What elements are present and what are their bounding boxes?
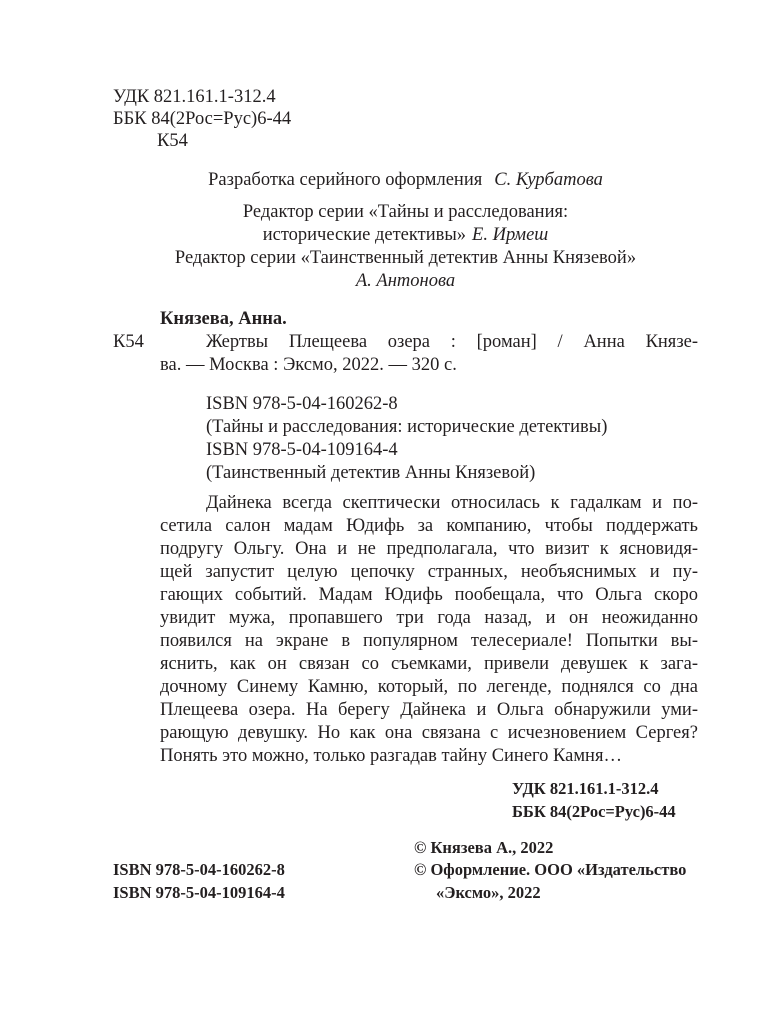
copyright-design: © Оформление. ООО «Издательство xyxy=(414,860,687,879)
annotation-line: увидит мужа, пропавшего три года назад, и он неожиданно xyxy=(160,608,698,628)
annotation-line: сетила салон мадам Юдифь за компанию, чтобы поддержать xyxy=(160,516,698,536)
record-author-sign: К54 xyxy=(113,332,144,352)
annotation-line: Понять это можно, только разгадав тайну Синего Камня… xyxy=(160,746,622,766)
annotation-line: щей запустит целую цепочку странных, необъяснимых и пу- xyxy=(160,562,698,582)
bbk-code: ББК 84(2Рос=Рус)6-44 xyxy=(113,109,292,129)
design-credit-name: С. Курбатова xyxy=(494,170,603,190)
record-series: (Тайны и расследования: исторические детективы) xyxy=(206,417,608,437)
annotation-line: подругу Ольгу. Она и не предполагала, что визит к ясновидя- xyxy=(160,539,698,559)
index-udk: УДК 821.161.1-312.4 xyxy=(512,779,659,798)
record-isbn: ISBN 978-5-04-160262-8 xyxy=(206,394,398,414)
record-isbn: ISBN 978-5-04-109164-4 xyxy=(206,440,398,460)
index-bbk: ББК 84(2Рос=Рус)6-44 xyxy=(512,802,676,821)
author-sign: К54 xyxy=(157,131,188,151)
series-editor-1-line1: Редактор серии «Тайны и расследования: xyxy=(242,202,569,222)
series-editor-1-line2 xyxy=(113,224,698,247)
series-editor-2-line1: Редактор серии «Таинственный детектив Анны Князевой» xyxy=(174,248,637,268)
design-credit xyxy=(113,169,698,192)
annotation-line: дочному Синему Камню, который, по легенде, поднялся со дна xyxy=(160,677,698,697)
annotation-line: гающих событий. Мадам Юдифь пообещала, что Ольга скоро xyxy=(160,585,698,605)
series-editor-2-name: А. Антонова xyxy=(355,271,456,291)
series-editor-1-name: Е. Ирмеш xyxy=(472,225,549,245)
record-series: (Таинственный детектив Анны Князевой) xyxy=(206,463,536,483)
description-line: Жертвы Плещеева озера : [роман] / Анна Князе- xyxy=(206,332,698,352)
imprint-isbn: ISBN 978-5-04-109164-4 xyxy=(113,883,285,902)
description-line: ва. — Москва : Эксмо, 2022. — 320 с. xyxy=(160,355,457,375)
annotation-line: яснить, как он связан со съемками, привели девушек к зага- xyxy=(160,654,698,674)
annotation-line: рающую девушку. Но как она связана с исчезновением Сергея? xyxy=(160,723,698,743)
imprint-isbn: ISBN 978-5-04-160262-8 xyxy=(113,860,285,879)
author-heading: Князева, Анна. xyxy=(160,309,287,329)
udk-code: УДК 821.161.1-312.4 xyxy=(113,87,276,107)
copyright-design-continued: «Эксмо», 2022 xyxy=(436,883,541,902)
annotation-line: Дайнека всегда скептически относилась к гадалкам и по- xyxy=(206,493,698,513)
annotation-line: Плещеева озера. На берегу Дайнека и Ольга обнаружили уми- xyxy=(160,700,698,720)
series-editor-1-label: исторические детективы» xyxy=(262,225,467,245)
annotation-line: появился на экране в популярном телесериале! Попытки вы- xyxy=(160,631,698,651)
copyright-author: © Князева А., 2022 xyxy=(414,838,554,857)
design-credit-label: Разработка серийного оформления xyxy=(208,170,483,190)
